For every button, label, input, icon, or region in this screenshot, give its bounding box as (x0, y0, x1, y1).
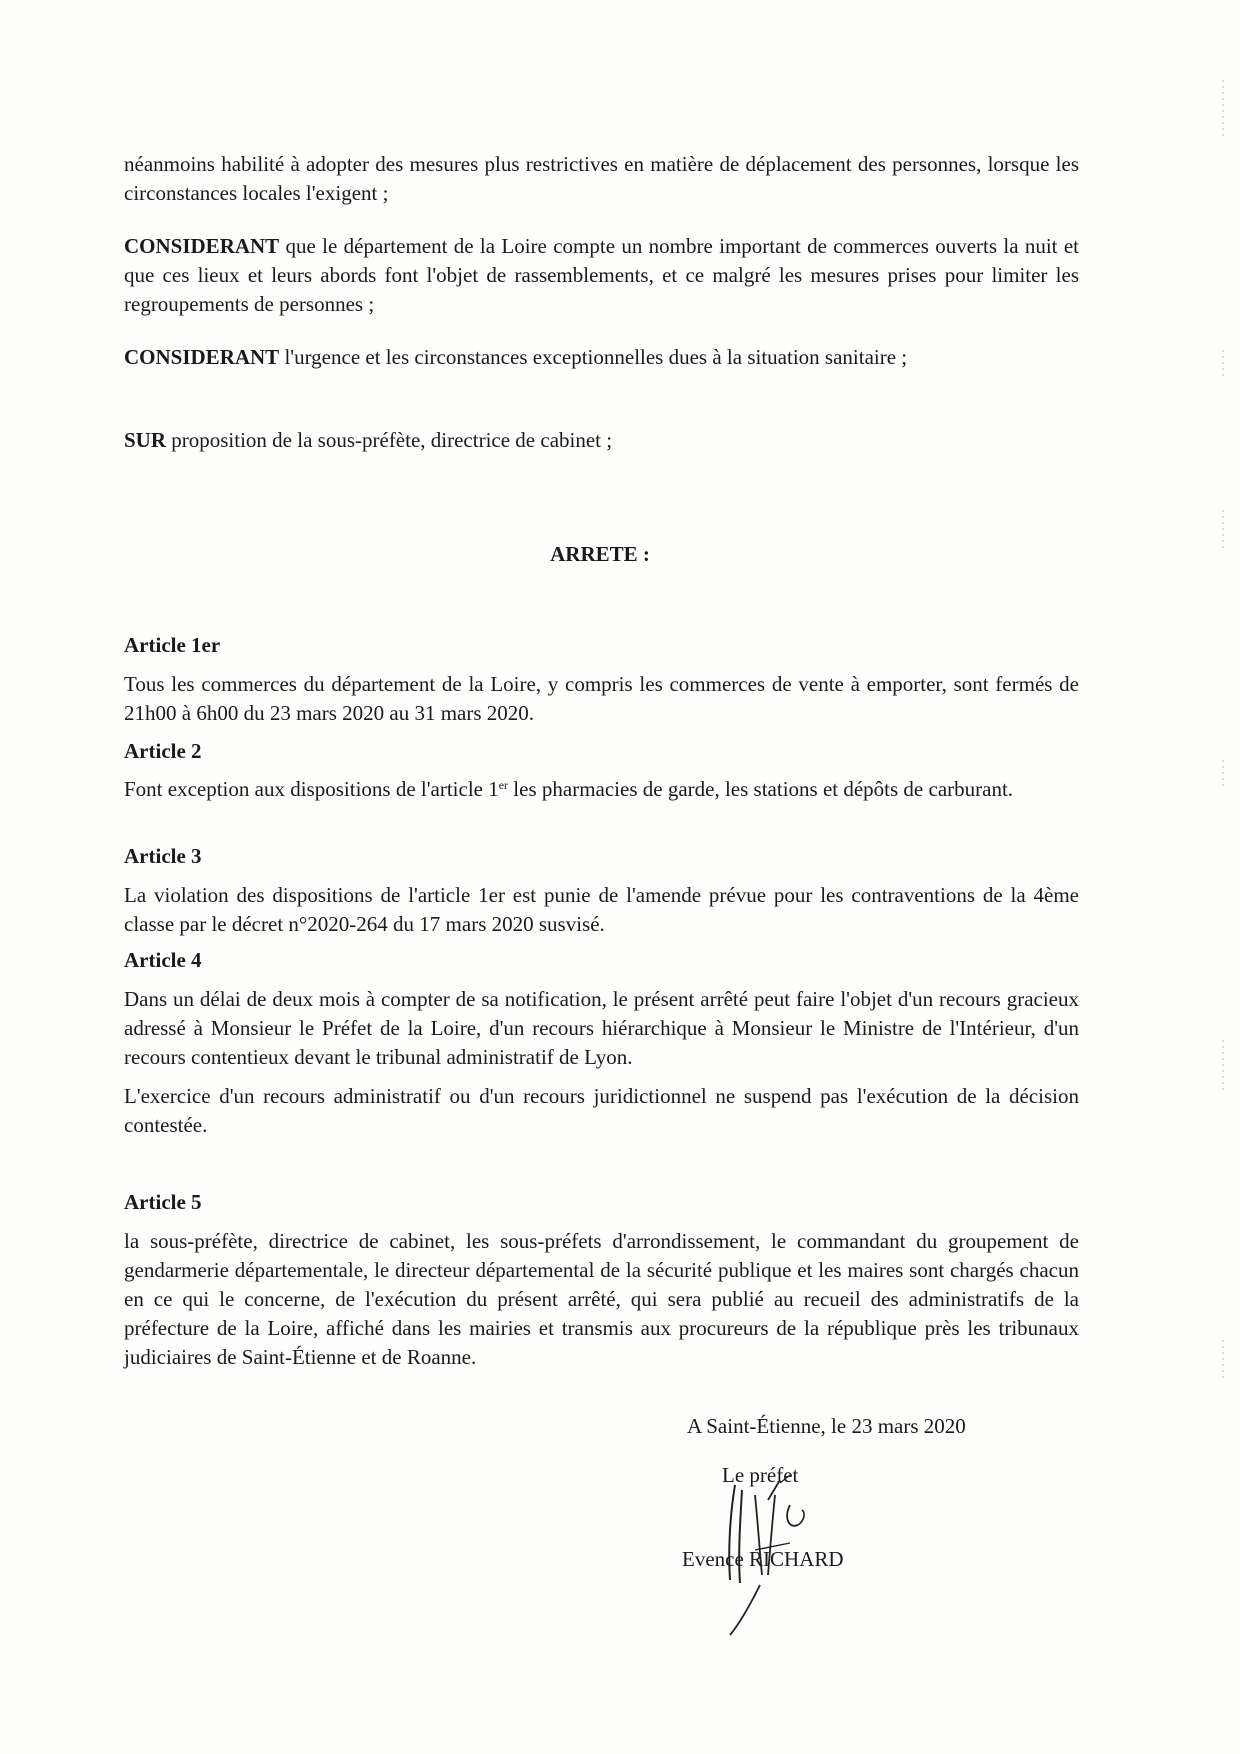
sur-paragraph (124, 426, 1079, 455)
article-4-text: Dans un délai de deux mois à compter de sa notification, le présent arrêté peut faire l'objet d'un recours gracieux adressé à Monsieur le Préfet de la Loire, d'un recours hiérarchique à Monsieur le Ministre de l'Intérieur, d'un recours contentieux devant le tribunal administratif de Lyon. (124, 987, 1079, 1069)
considerant-paragraph-1 (124, 232, 1079, 319)
article-2-sup: er (498, 778, 509, 792)
article-5-text: la sous-préfète, directrice de cabinet, les sous-préfets d'arrondissement, le commandant du groupement de gendarmerie départementale, le directeur départemental de la sécurité publique et les maires sont chargés chacun en ce qui le concerne, de l'exécution du présent arrêté, qui sera publié au recueil des administratifs de la préfecture de la Loire, affiché dans les mairies et transmis aux procureurs de la république près les tribunaux judiciaires de Saint-Étienne et de Roanne. (124, 1229, 1079, 1369)
scan-margin-marks (1218, 80, 1228, 1530)
article-1-title: Article 1er (124, 633, 221, 657)
article-5-title: Article 5 (124, 1190, 202, 1214)
article-3-text: La violation des dispositions de l'article 1er est punie de l'amende prévue pour les contraventions de la 4ème classe par le décret n°2020-264 du 17 mars 2020 susvisé. (124, 883, 1079, 936)
sur-text: proposition de la sous-préfète, directrice de cabinet ; (166, 428, 613, 452)
considerant-text: l'urgence et les circonstances exceptionnelles dues à la situation sanitaire ; (279, 345, 908, 369)
sur-label: SUR (124, 428, 167, 452)
article-4-title: Article 4 (124, 948, 202, 972)
considerant-label: CONSIDERANT (124, 345, 280, 369)
signatory-title: Le préfet (722, 1463, 799, 1487)
article-2-text-start: Font exception aux dispositions de l'article 1 (124, 777, 499, 801)
considerant-label: CONSIDERANT (124, 234, 280, 258)
article-4-text-2: L'exercice d'un recours administratif ou d'un recours juridictionnel ne suspend pas l'exécution de la décision contestée. (124, 1084, 1079, 1137)
arrete-heading: ARRETE : (550, 542, 650, 566)
article-2-text-end: les pharmacies de garde, les stations et dépôts de carburant. (508, 777, 1014, 801)
signature-block (680, 1455, 910, 1655)
intro-paragraph: néanmoins habilité à adopter des mesures plus restrictives en matière de déplacement des personnes, lorsque les circonstances locales l'exigent ; (124, 152, 1079, 205)
article-3-title: Article 3 (124, 844, 202, 868)
considerant-text: que le département de la Loire compte un nombre important de commerces ouverts la nuit et que ces lieux et leurs abords font l'objet de rassemblements, et ce malgré les mesures prises pour limiter les regroupements de personnes ; (124, 234, 1079, 316)
signatory-name: Evence RICHARD (682, 1547, 844, 1571)
handwritten-signature (680, 1455, 910, 1655)
article-2-text (124, 775, 1079, 804)
considerant-paragraph-2 (124, 343, 1079, 372)
place-date: A Saint-Étienne, le 23 mars 2020 (687, 1414, 966, 1438)
article-2-title: Article 2 (124, 739, 202, 763)
article-1-text: Tous les commerces du département de la Loire, y compris les commerces de vente à emporter, sont fermés de 21h00 à 6h00 du 23 mars 2020 au 31 mars 2020. (124, 672, 1079, 725)
